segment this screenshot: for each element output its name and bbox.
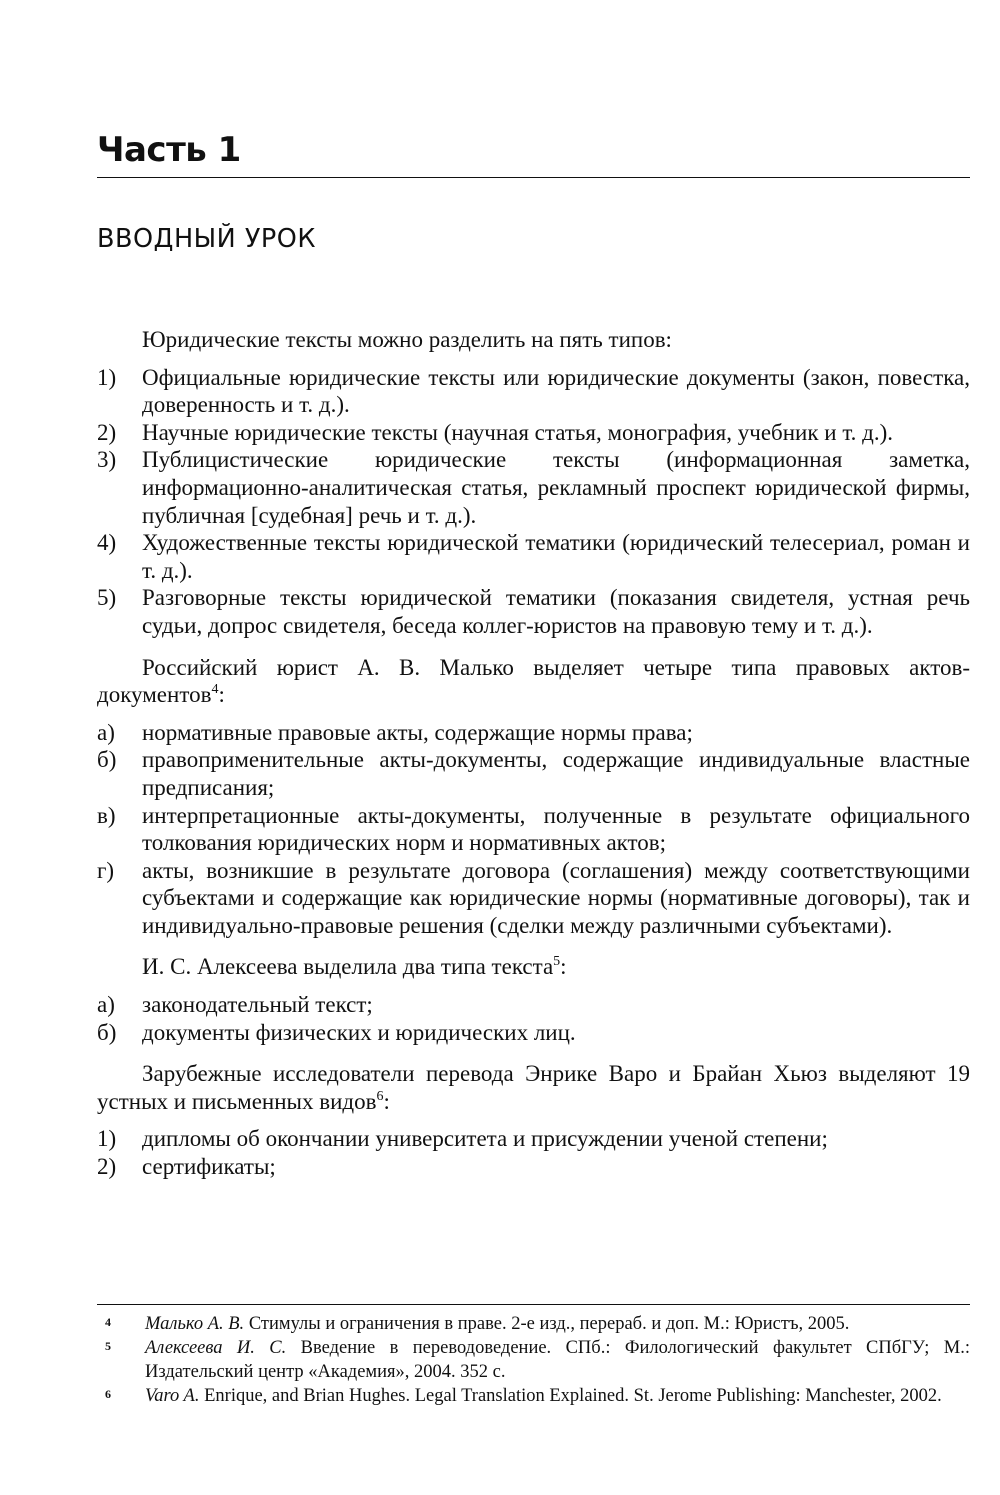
list-item-text: Разговорные тексты юридической тематики (показания свидетеля, устная речь судьи, допрос свидетеля, беседа коллег-юристов на правовую тему и т. д.).	[142, 585, 970, 638]
list-item	[97, 991, 970, 1019]
footnote-divider	[97, 1304, 970, 1305]
list-marker: б)	[97, 1019, 117, 1045]
paragraph-tail: :	[383, 1088, 390, 1114]
list-marker: 5)	[97, 585, 117, 611]
footnote	[97, 1336, 970, 1384]
paragraph-alekseeva	[97, 953, 970, 981]
list-item-text: нормативные правовые акты, содержащие нормы права;	[142, 719, 693, 745]
footnote-number: 6	[105, 1387, 111, 1401]
paragraph-text: И. С. Алексеева выделила два типа текста	[142, 954, 554, 980]
act-types-list	[97, 719, 970, 940]
footnote-body: Введение в переводоведение. СПб.: Филологический факультет СПбГУ; М.: Издательский центр «Академия», 2004. 352 с.	[145, 1338, 971, 1382]
list-marker: в)	[97, 802, 116, 828]
list-item-text: Публицистические юридические тексты (информационная заметка, информационно-аналитическая статья, рекламный проспект юридической фирмы, публичная [судебная] речь и т. д.).	[142, 447, 970, 528]
list-marker: а)	[97, 719, 115, 745]
paragraph-tail: :	[560, 954, 567, 980]
footnote-text	[145, 1312, 970, 1336]
list-item-text: правоприменительные акты-документы, содержащие индивидуальные властные предписания;	[142, 747, 970, 800]
paragraph-tail: :	[218, 682, 225, 708]
list-item-text: документы физических и юридических лиц.	[142, 1019, 576, 1045]
list-item	[97, 446, 970, 529]
list-item	[97, 1019, 970, 1047]
section-title: ВВОДНЫЙ УРОК	[97, 224, 316, 254]
list-marker: 3)	[97, 447, 117, 473]
paragraph-varo-hughes	[97, 1060, 970, 1115]
footnote-text	[145, 1384, 970, 1408]
list-item-text: сертификаты;	[142, 1154, 276, 1180]
list-item	[97, 1153, 970, 1181]
footnote-author: Малько А. В.	[145, 1314, 245, 1334]
list-item-text: интерпретационные акты-документы, полученные в результате официального толкования юридических норм и нормативных актов;	[142, 802, 970, 856]
list-marker: а)	[97, 992, 115, 1018]
footnote-author: Алексеева И. С.	[145, 1338, 287, 1358]
list-marker: 2)	[97, 419, 117, 445]
list-marker: б)	[97, 747, 117, 773]
footnote-ref: 5	[553, 954, 561, 970]
list-item	[97, 857, 970, 940]
paragraph-text: Российский юрист А. В. Малько выделяет четыре типа правовых актов-документов	[97, 654, 970, 708]
varo-types-list	[97, 1125, 970, 1180]
list-item-text: законодательный текст;	[142, 992, 373, 1018]
list-item-text: дипломы об окончании университета и присуждении ученой степени;	[142, 1126, 828, 1152]
list-item	[97, 746, 970, 801]
footnote-number: 4	[105, 1315, 111, 1329]
list-item	[97, 802, 970, 857]
body-text	[97, 326, 970, 1181]
text-types-list	[97, 364, 970, 640]
title-divider	[97, 177, 970, 178]
list-item	[97, 719, 970, 747]
footnote-body: Стимулы и ограничения в праве. 2-е изд., перераб. и доп. М.: Юристъ, 2005.	[244, 1314, 850, 1334]
list-marker: 1)	[97, 1126, 117, 1152]
list-marker: 4)	[97, 530, 117, 556]
footnote	[97, 1312, 970, 1336]
part-title: Часть 1	[97, 130, 241, 170]
footnote-number: 5	[105, 1339, 111, 1353]
list-marker: 1)	[97, 364, 117, 390]
footnote-ref: 6	[376, 1088, 384, 1104]
footnote-text	[145, 1336, 970, 1384]
footnote-body: Enrique, and Brian Hughes. Legal Translation Explained. St. Jerome Publishing: Manchester, 2002.	[199, 1386, 942, 1406]
list-item	[97, 419, 970, 447]
list-item	[97, 1125, 970, 1153]
list-marker: 2)	[97, 1154, 117, 1180]
list-item-text: Официальные юридические тексты или юридические документы (закон, повестка, доверенность и т. д.).	[142, 364, 970, 418]
list-item-text: акты, возникшие в результате договора (соглашения) между соответствующими субъектами и содержащие как юридические нормы (нормативные договоры), так и индивидуально-правовые решения (сделки между различными субъектами).	[142, 857, 970, 938]
alekseeva-types-list	[97, 991, 970, 1046]
list-item	[97, 584, 970, 639]
list-item-text: Художественные тексты юридической тематики (юридический телесериал, роман и т. д.).	[142, 530, 970, 583]
list-item	[97, 529, 970, 584]
list-marker: г)	[97, 857, 115, 883]
paragraph-text: Зарубежные исследователи перевода Энрике Варо и Брайан Хьюз выделяют 19 устных и письменных видов	[97, 1061, 970, 1114]
list-item	[97, 364, 970, 419]
list-item-text: Научные юридические тексты (научная статья, монография, учебник и т. д.).	[142, 419, 894, 445]
paragraph-malko	[97, 654, 970, 709]
paragraph-text-types-intro: Юридические тексты можно разделить на пять типов:	[142, 327, 672, 352]
footnote-author: Varo A.	[145, 1386, 200, 1406]
footnote	[97, 1384, 970, 1408]
footnotes	[97, 1312, 970, 1408]
footnote-ref: 4	[211, 682, 219, 698]
